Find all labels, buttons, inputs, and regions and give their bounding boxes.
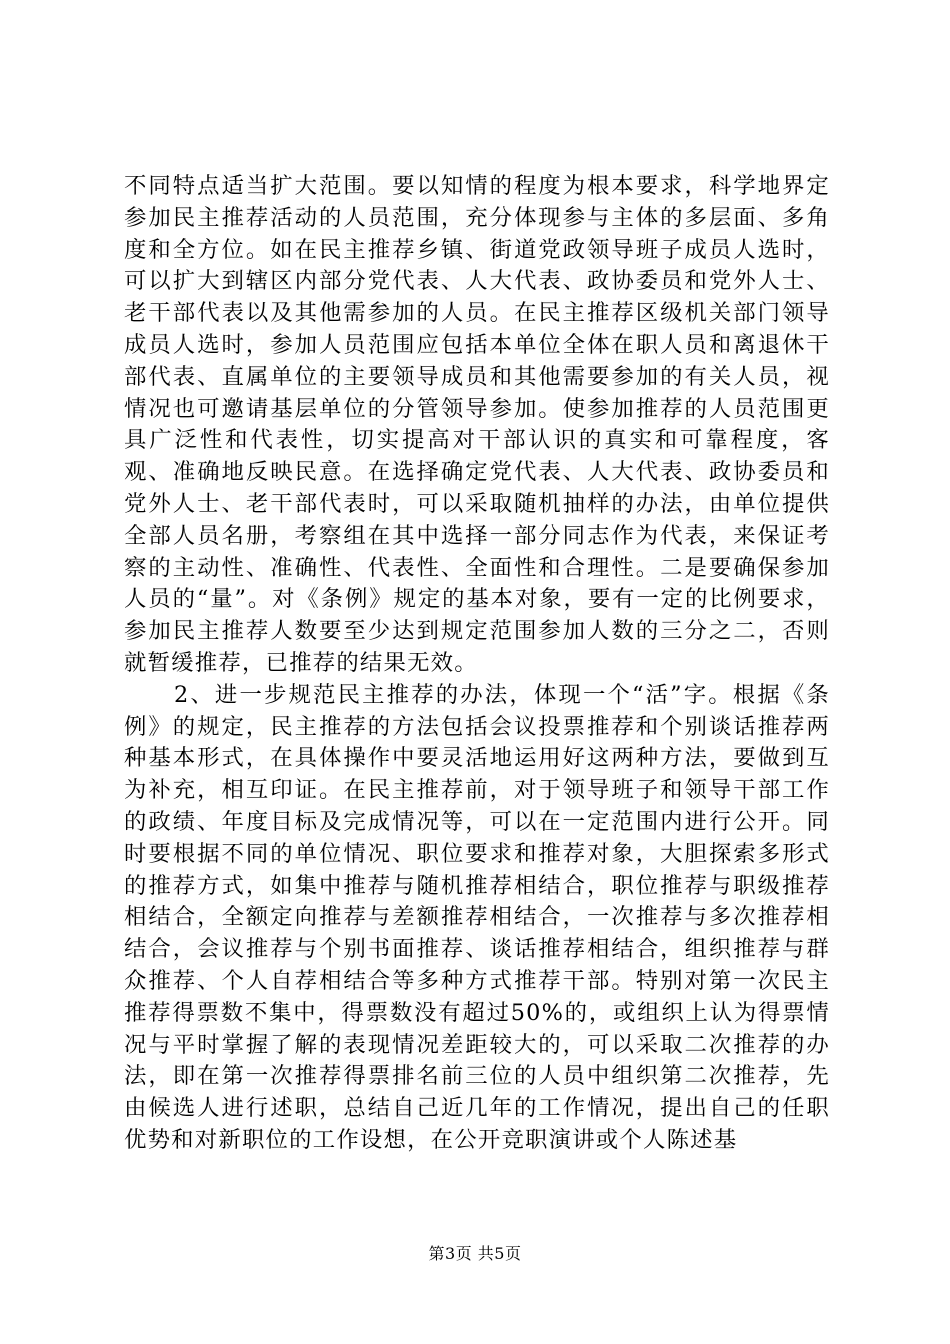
paragraph-continuation: 不同特点适当扩大范围。要以知情的程度为根本要求，科学地界定参加民主推荐活动的人员范围，充分体现参与主体的多层面、多角度和全方位。如在民主推荐乡镇、街道党政领导班子成员人选时，可以扩大到辖区内部分党代表、人大代表、政协委员和党外人士、老干部代表以及其他需参加的人员。在民主推荐区级机关部门领导成员人选时，参加人员范围应包括本单位全体在职人员和离退休干部代表、直属单位的主要领导成员和其他需要参加的有关人员，视情况也可邀请基层单位的分管领导参加。使参加推荐的人员范围更具广泛性和代表性，切实提高对干部认识的真实和可靠程度，客观、准确地反映民意。在选择确定党代表、人大代表、政协委员和党外人士、老干部代表时，可以采取随机抽样的办法，由单位提供全部人员名册，考察组在其中选择一部分同志作为代表，来保证考察的主动性、准确性、代表性、全面性和合理性。二是要确保参加人员的“量”。对《条例》规定的基本对象，要有一定的比例要求，参加民主推荐人数要至少达到规定范围参加人数的三分之二，否则就暂缓推荐，已推荐的结果无效。 (124, 173, 830, 676)
body-text (124, 171, 830, 1157)
paragraph-section-2: 2、进一步规范民主推荐的办法，体现一个“活”字。根据《条例》的规定，民主推荐的方法包括会议投票推荐和个别谈话推荐两种基本形式，在具体操作中要灵活地运用好这两种方法，要做到互为补充，相互印证。在民主推荐前，对于领导班子和领导干部工作的政绩、年度目标及完成情况等，可以在一定范围内进行公开。同时要根据不同的单位情况、职位要求和推荐对象，大胆探索多形式的推荐方式，如集中推荐与随机推荐相结合，职位推荐与职级推荐相结合，全额定向推荐与差额推荐相结合，一次推荐与多次推荐相结合，会议推荐与个别书面推荐、谈话推荐相结合，组织推荐与群众推荐、个人自荐相结合等多种方式推荐干部。特别对第一次民主推荐得票数不集中，得票数没有超过50%的，或组织上认为得票情况与平时掌握了解的表现情况差距较大的，可以采取二次推荐的办法，即在第一次推荐得票排名前三位的人员中组织第二次推荐，先由候选人进行述职，总结自己近几年的工作情况，提出自己的任职优势和对新职位的工作设想，在公开竞职演讲或个人陈述基 (124, 681, 830, 1153)
page-footer: 第3页 共5页 (428, 1244, 522, 1263)
